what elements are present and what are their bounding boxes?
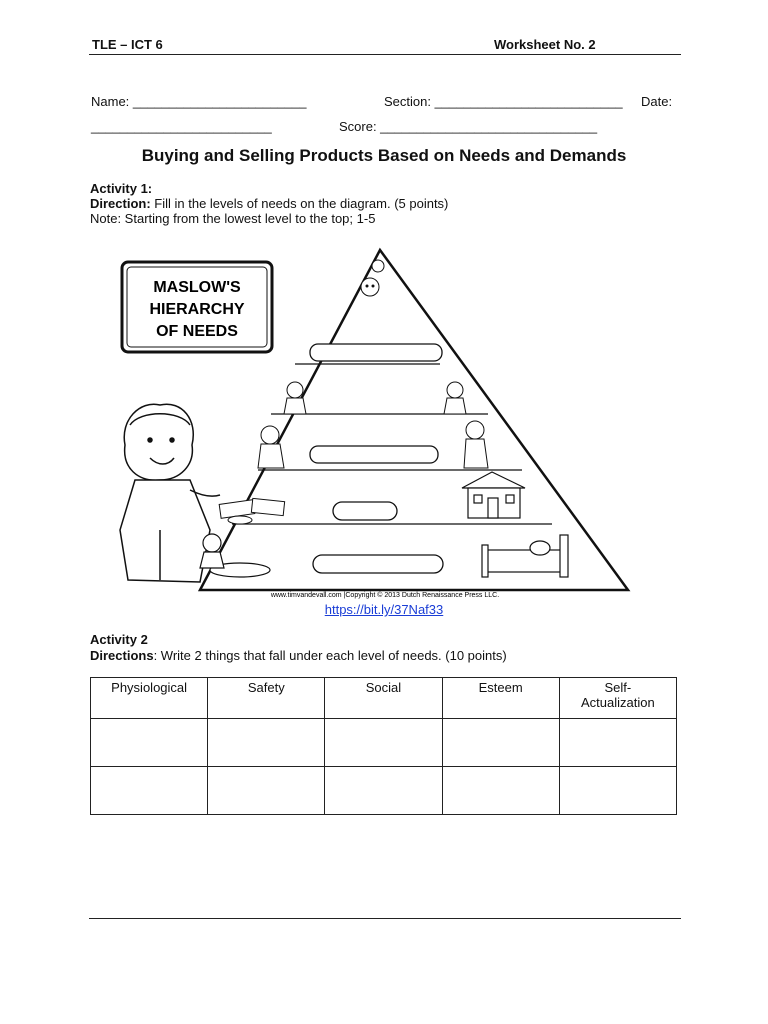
header-social: Social xyxy=(325,678,442,719)
header-safety: Safety xyxy=(208,678,325,719)
activity1-heading: Activity 1: xyxy=(90,181,153,196)
answer-cell[interactable] xyxy=(91,719,208,767)
answer-cell[interactable] xyxy=(559,767,676,815)
directions-label: Directions xyxy=(90,648,154,663)
sign-line-3: OF NEEDS xyxy=(156,323,238,340)
table-row xyxy=(91,767,677,815)
worksheet-title: Buying and Selling Products Based on Needs and Demands xyxy=(141,146,627,165)
direction-text: Fill in the levels of needs on the diagram. (5 points) xyxy=(150,196,449,211)
answer-cell[interactable] xyxy=(559,719,676,767)
level-4-blank[interactable] xyxy=(310,344,442,361)
level-3-blank[interactable] xyxy=(310,446,438,463)
answer-cell[interactable] xyxy=(208,719,325,767)
maslow-sign xyxy=(122,262,272,352)
diagram-credit: www.timvandevall.com |Copyright © 2013 Dutch Renaissance Press LLC. xyxy=(270,592,500,599)
header-esteem: Esteem xyxy=(442,678,559,719)
needs-table xyxy=(90,677,677,815)
header-physiological: Physiological xyxy=(91,678,208,719)
worksheet-number: Worksheet No. 2 xyxy=(494,37,596,52)
direction-label: Direction: xyxy=(90,196,151,211)
level-2-blank[interactable] xyxy=(333,502,397,520)
name-field[interactable]: Name: ________________________ xyxy=(91,94,307,109)
answer-cell[interactable] xyxy=(208,767,325,815)
activity1-direction xyxy=(90,196,448,211)
sign-line-1: MASLOW'S xyxy=(153,279,241,296)
table-row xyxy=(91,719,677,767)
maslow-pyramid-diagram xyxy=(100,240,660,602)
footer-divider xyxy=(89,918,681,919)
activity2-heading: Activity 2 xyxy=(90,632,148,647)
source-link[interactable]: https://bit.ly/37Naf33 xyxy=(324,602,444,617)
sign-line-2: HIERARCHY xyxy=(149,301,245,318)
date-field[interactable]: _________________________ xyxy=(91,119,272,134)
section-field[interactable]: Section: __________________________ xyxy=(384,94,623,109)
score-field[interactable]: Score: ______________________________ xyxy=(339,119,598,134)
course-label: TLE – ICT 6 xyxy=(92,37,163,52)
header-divider xyxy=(89,54,681,55)
table-header-row xyxy=(91,678,677,719)
directions-text: : Write 2 things that fall under each level of needs. (10 points) xyxy=(153,648,507,663)
answer-cell[interactable] xyxy=(91,767,208,815)
answer-cell[interactable] xyxy=(325,767,442,815)
answer-cell[interactable] xyxy=(442,719,559,767)
activity1-note: Note: Starting from the lowest level to the top; 1-5 xyxy=(90,211,376,226)
activity2-direction xyxy=(90,648,507,663)
date-label: Date: xyxy=(641,94,673,109)
header-self-actualization: Self- Actualization xyxy=(559,678,676,719)
answer-cell[interactable] xyxy=(325,719,442,767)
level-1-blank[interactable] xyxy=(313,555,443,573)
answer-cell[interactable] xyxy=(442,767,559,815)
